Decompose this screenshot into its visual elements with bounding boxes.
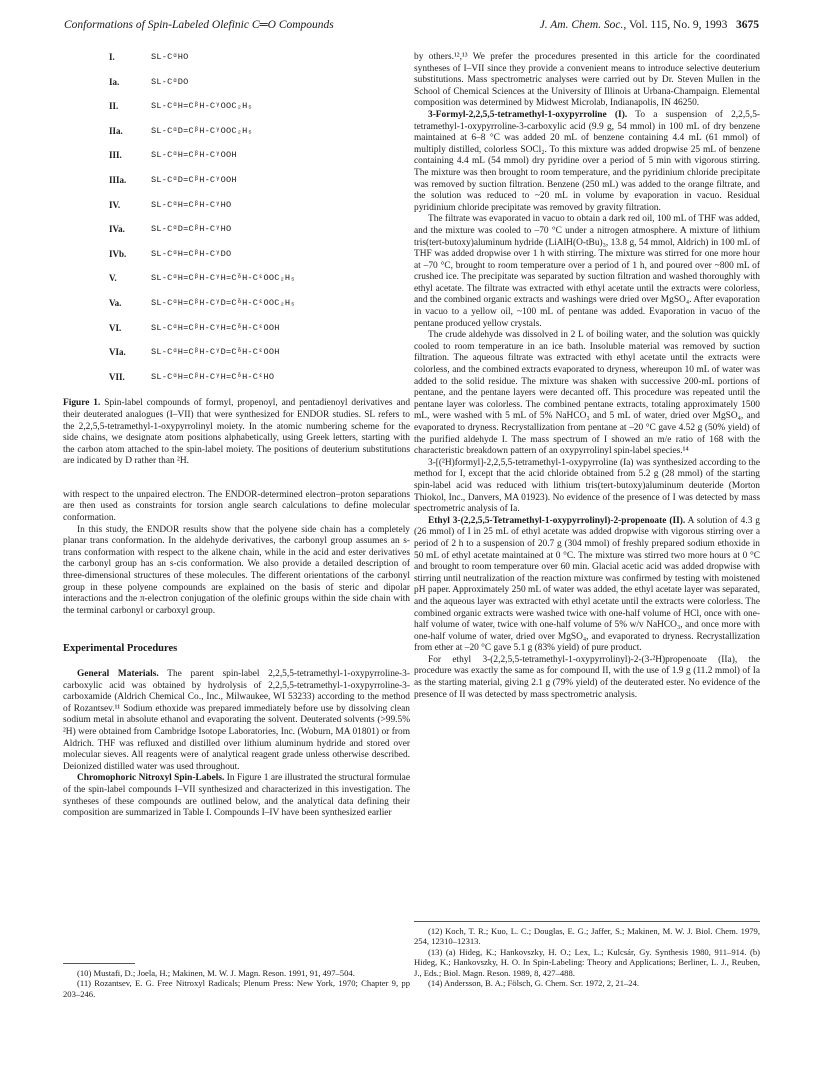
body-paragraph	[414, 516, 760, 655]
compound-row	[63, 347, 410, 372]
compound-formula: SL-CᵅD=CᵝH-CᵞOOC₂H₅	[151, 125, 253, 136]
compound-number: VII.	[109, 371, 125, 382]
compound-row	[63, 273, 410, 298]
figure-label: Figure 1.	[63, 398, 101, 409]
section-heading: Experimental Procedures	[63, 643, 178, 655]
compound-number: Ia.	[109, 76, 120, 87]
body-paragraph	[63, 669, 410, 773]
compound-number: V.	[109, 273, 117, 284]
compound-formula: SL-CᵅDO	[151, 76, 189, 87]
journal-citation	[540, 19, 759, 31]
compound-row	[63, 175, 410, 200]
compound-formula: SL-CᵅH=CᵝH-CᵞD=CᵟH-CᵋOOH	[151, 347, 280, 358]
compound-number: I.	[109, 52, 115, 62]
compound-row	[63, 372, 410, 397]
compound-row	[63, 126, 410, 151]
compound-formula: SL-CᵅH=CᵝH-CᵞOOH	[151, 150, 237, 161]
footnote: (13) (a) Hideg, K.; Hankovszky, H. O.; Lex, L.; Kulcsár, Gy. Synthesis 1980, 911–914. (b) Hideg, K.; Hankovszky, H. O. In Spin-Labeling: Theory and Applications; Berliner, L. J., Reuben, J., Eds.; Biol. Magn. Reson. 1989, 8, 427–488.	[414, 946, 760, 978]
paragraph-heading: 3-Formyl-2,2,5,5-tetramethyl-1-oxypyrroline (I).	[428, 109, 628, 120]
compound-row	[63, 77, 410, 102]
footnote-rule	[63, 963, 135, 964]
body-paragraph: The crude aldehyde was dissolved in 2 L of boiling water, and the solution was quickly cooled to room temperature in an ice bath. Insoluble material was removed by suction filtration. The aqueous filtrate was extracted with ethyl acetate until the extracts were colorless, and the combined extracts evaporated to dryness, whereupon 10 mL of water was added to the solid residue. The mixture was shaken with successive 200-mL portions of pentane, and the pentane layers were decanted off. This procedure was repeated until the pentane layer was colorless. The combined pentane extracts, totaling approximately 1500 mL, were washed with 5 mL of 5% NaHCO₃ and 5 mL of water, dried over MgSO₄, and evaporated to dryness. Recrystallization from pentane at –20 °C gave 4.52 g (50% yield) of the purified aldehyde I. The mass spectrum of I showed an m/e ratio of 168 with the characteristic breakdown pattern of an oxypyrrolinyl spin-label species.¹⁴	[414, 330, 760, 457]
compound-list	[63, 52, 410, 396]
compound-number: III.	[109, 150, 122, 161]
footnote: (12) Koch, T. R.; Kuo, L. C.; Douglas, E. G.; Jaffer, S.; Makinen, M. W. J. Biol. Chem. 1979, 254, 12310–12313.	[414, 926, 760, 947]
figure-caption-text: Spin-label compounds of formyl, propenoyl, and pentadienoyl derivatives and their deuterated analogues (I–VII) that were synthesized for ENDOR studies. SL refers to the 2,2,5,5-tetramethyl-1-oxypyrrolinyl moiety. In the atomic numbering scheme for the side chains, we designate atom positions alphabetically, using Greek letters, starting with the carbon atom attached to the spin-label moiety. The positions of deuterium substitutions are indicated by D rather than ²H.	[63, 398, 411, 467]
compound-row	[63, 150, 410, 175]
compound-number: IVb.	[109, 248, 127, 259]
body-paragraph: For ethyl 3-(2,2,5,5-tetramethyl-1-oxypyrrolinyl)-2-(3-²H)propenoate (IIa), the procedure was exactly the same as for compound II, with the use of 1.9 g (11.2 mmol) of Ia as the starting material, giving 2.1 g (79% yield) of the deuterated ester. No evidence of the presence of II was detected by mass spectrometric analysis.	[414, 654, 760, 700]
compound-row	[63, 323, 410, 348]
paragraph-heading: Chromophoric Nitroxyl Spin-Labels.	[77, 773, 225, 784]
compound-number: IIIa.	[109, 174, 127, 185]
footnote-rule	[414, 921, 760, 922]
left-column	[63, 52, 410, 820]
compound-formula: SL-CᵅH=CᵝH-CᵞH=CᵟH-CᵋHO	[151, 371, 275, 382]
compound-row	[63, 224, 410, 249]
paragraph-text: In Figure 1 are illustrated the structural formulae of the spin-label compounds I–VII synthesized and characterized in this investigation. The syntheses of these compounds are outlined below, and the analytical data defining their composition are summarized in Table I. Compounds I–IV have been synthesized earlier	[63, 773, 410, 819]
footnote: (11) Rozantsev, E. G. Free Nitroxyl Radicals; Plenum Press: New York, 1970; Chapter 9, pp 203–246.	[63, 978, 410, 999]
compound-formula: SL-CᵅD=CᵝH-CᵞHO	[151, 224, 232, 235]
journal-name: J. Am. Chem. Soc.,	[539, 19, 627, 31]
body-paragraph: 3-[(²H)formyl]-2,2,5,5-tetramethyl-1-oxypyrroline (Ia) was synthesized according to the method for I, except that the acid chloride obtained from 5.2 g (28 mmol) of the starting spin-label acid was reduced with lithium tris(tert-butoxy)aluminum deuteride (Morton Thiokol, Inc., Danvers, MA 01923). No evidence of the presence of I was detected by mass spectrometric analysis of Ia.	[414, 457, 760, 515]
paragraph-text: To a suspension of 2,2,5,5-tetramethyl-1-oxypyrroline-3-carboxylic acid (9.9 g, 54 mmol) in 100 mL of dry benzene maintained at 6–8 °C was added 20 mL of benzene containing 4.4 mL (61 mmol) of multiply distilled, colorless SOCl₂. To this mixture was added dropwise 25 mL of benzene containing 4.4 mL (54 mmol) dry pyridine over a period of 5 min with vigorous stirring. The mixture was then brought to room temperature, and the pyridinium chloride precipitate was removed by suction filtration. Benzene (250 mL) was added to the orange filtrate, and the solution was reduced to ~20 mL in volume by evaporation in vacuo. Residual pyridinium chloride precipitate was removed by gravity filtration.	[414, 109, 760, 213]
page-number: 3675	[736, 19, 759, 31]
compound-number: VI.	[109, 322, 122, 333]
compound-number: IV.	[109, 199, 121, 210]
footnote: (14) Andersson, B. A.; Fölsch, G. Chem. Scr. 1972, 2, 21–24.	[428, 978, 640, 989]
running-title: Conformations of Spin-Labeled Olefinic C═O Compounds	[64, 19, 334, 31]
compound-number: VIa.	[109, 347, 126, 358]
compound-formula: SL-CᵅHO	[151, 52, 189, 62]
body-paragraph	[63, 773, 410, 819]
figure-caption	[63, 398, 410, 468]
compound-row	[63, 101, 410, 126]
compound-row	[63, 200, 410, 225]
compound-row	[63, 52, 410, 77]
footnotes-left	[63, 963, 410, 999]
compound-number: II.	[109, 101, 119, 112]
compound-number: IIa.	[109, 125, 123, 136]
volume-issue: Vol. 115, No. 9, 1993	[628, 19, 728, 31]
footnote: (10) Mustafi, D.; Joela, H.; Makinen, M. W. J. Magn. Reson. 1991, 91, 497–504.	[77, 968, 355, 978]
body-paragraph: In this study, the ENDOR results show that the polyene side chain has a completely planar trans conformation. In the aldehyde derivatives, the carbonyl group assumes an s-trans conformation with respect to the alkene chain, while in the acid and ester derivatives the carbonyl group has an s-cis conformation. We also provide a detailed description of three-dimensional structures of these molecules. The different orientations of the carbonyl group in these polyene compounds are explained on the basis of steric and dipolar interactions and the π-electron conjugation of the olefinic groups within the side chain with the terminal carbonyl or carboxyl group.	[63, 524, 410, 616]
paragraph-text: The parent spin-label 2,2,5,5-tetramethyl-1-oxypyrroline-3-carboxylic acid was obtained by hydrolysis of 2,2,5,5-tetramethyl-1-oxypyrroline-3-carboxamide (Aldrich Chemical Co., Inc., Milwaukee, WI 53233) according to the method of Rozantsev.¹¹ Sodium ethoxide was prepared immediately before use by dissolving clean sodium metal in absolute ethanol and evaporating the solvent. Deuterated solvents (>99.5% ²H) were obtained from Cambridge Isotope Laboratories, Inc. (Woburn, MA 01801) or from Aldrich. THF was refluxed and distilled over lithium aluminum hydride and stored over molecular sieves. All reagents were of analytical reagent grade unless otherwise described. Deionized distilled water was used throughout.	[63, 669, 410, 772]
body-paragraph: The filtrate was evaporated in vacuo to obtain a dark red oil, 100 mL of THF was added, and the mixture was cooled to –70 °C under a nitrogen atmosphere. A mixture of lithium tris(tert-butoxy)aluminum hydride (LiAlH(O-tBu)₃, 13.8 g, 54 mmol, Aldrich) in 100 mL of THF was added dropwise over 1 h with stirring. The mixture was stirred for one more hour at –70 °C, brought to room temperature over a period of 1 h, and poured over ~800 mL of crushed ice. The precipitate was separated by suction filtration and washed thoroughly with ethyl acetate. The filtrate was extracted with ethyl acetate until the extracts were colorless, and the combined organic extracts and washings were dried over MgSO₄. After evaporation in vacuo to a yellow oil, ~100 mL of pentane was added. Evaporation in vacuo of the pentane produced yellow crystals.	[414, 214, 760, 329]
paragraph-heading: General Materials.	[77, 669, 159, 679]
compound-number: Va.	[109, 297, 122, 308]
compound-row	[63, 298, 410, 323]
running-header	[64, 19, 759, 35]
paragraph-text: A solution of 4.3 g (26 mmol) of I in 25 mL of ethyl acetate was added dropwise with vigorous stirring over a period of 2 h to a suspension of 20.7 g (304 mmol) of freshly prepared sodium ethoxide in 50 mL of ethyl acetate maintained at 0 °C. The mixture was stirred two more hours at 0 °C and brought to room temperature over 60 min. Glacial acetic acid was added dropwise with stirring until neutralization of the reaction mixture was confirmed by testing with moistened pH paper. Approximately 250 mL of water was added, the ethyl acetate layer was separated, and the aqueous layer was extracted with ethyl acetate until the extracts were colorless. The combined organic extracts were washed twice with one-half volume of HCl, once with one-half volume of water, twice with one-half volume of 5% w/v NaHCO₃, and once more with one-half volume of water, dried over MgSO₄, and evaporated to dryness. Recrystallization from ether at –20 °C gave 5.1 g (83% yield) of pure product.	[414, 515, 760, 654]
body-paragraph	[414, 110, 760, 214]
compound-formula: SL-CᵅH=CᵝH-CᵞDO	[151, 248, 232, 259]
paragraph-heading: Ethyl 3-(2,2,5,5-Tetramethyl-1-oxypyrrolinyl)-2-propenoate (II).	[428, 515, 686, 526]
footnotes-right	[414, 921, 760, 988]
compound-number: IVa.	[109, 224, 125, 235]
right-column	[414, 52, 760, 701]
compound-row	[63, 249, 410, 274]
compound-formula: SL-CᵅH=CᵝH-CᵞH=CᵟH-CᵋOOH	[151, 322, 280, 333]
body-paragraph: with respect to the unpaired electron. The ENDOR-determined electron–proton separations are then used as constraints for torsion angle search calculations to define molecular conformation.	[63, 489, 410, 524]
figure-1	[63, 52, 410, 468]
compound-formula: SL-CᵅH=CᵝH-CᵞD=CᵟH-CᵋOOC₂H₅	[151, 297, 296, 308]
body-paragraph: by others.¹²,¹³ We prefer the procedures presented in this article for the coordinated syntheses of I–VII since they provide a convenient means to introduce selective deuterium substitutions. Mass spectrometric analyses were carried out by Dr. Steven Mullen in the School of Chemical Sciences at the University of Illinois at Urbana-Champaign. Elemental composition was determined by Midwest Microlab, Indianapolis, IN 46250.	[414, 52, 760, 109]
compound-formula: SL-CᵅH=CᵝH-CᵞH=CᵟH-CᵋOOC₂H₅	[151, 273, 296, 284]
compound-formula: SL-CᵅD=CᵝH-CᵞOOH	[151, 174, 237, 185]
compound-formula: SL-CᵅH=CᵝH-CᵞHO	[151, 199, 232, 210]
compound-formula: SL-CᵅH=CᵝH-CᵞOOC₂H₅	[151, 101, 253, 112]
